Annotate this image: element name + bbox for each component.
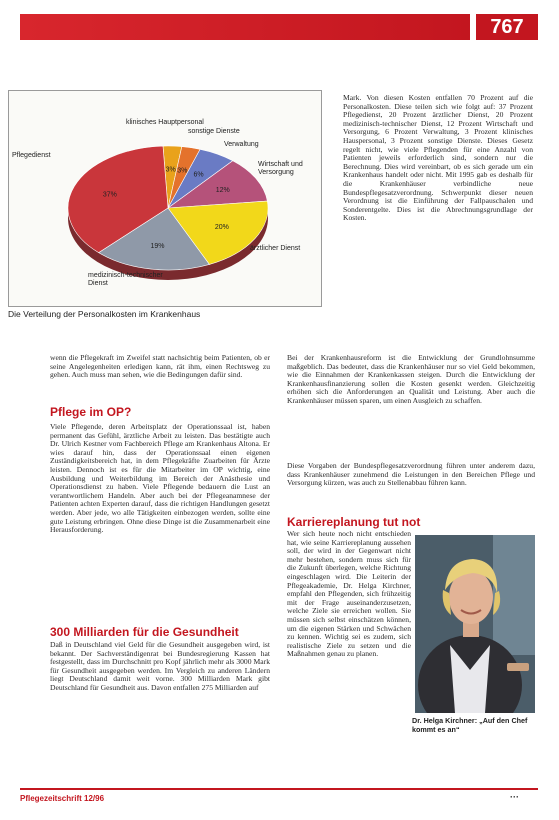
- article-text-right-mid: Bei der Krankenhausreform ist die Entwicklung der Grundlohnsumme maßgeblich. Das bedeutet, dass die Krankenhäuser nur so viel Geld bekommen, wie die Einnahmen der Krankenkassen steigen. Durch die Entwicklung der Krankenhausfinanzierung sollen die Kosten gesenkt werden. Gleichzeitig erhöhen sich die Anforderungen an Qualität und Leistung. Aber auch die Krankenhäuser müssen sparen, um einen Ausgleich zu schaffen.: [287, 353, 535, 405]
- article-text-left-mid: Viele Pflegende, deren Arbeitsplatz der Operationssaal ist, haben permanent das Gefühl, ärztliche Arbeit zu leisten. Das bestätigte auch Dr. Ulrich Kestner vom Fachbereich Pflege am Krankenhaus Altona. Er wies darauf hin, dass der Operationssaal einen eigenen Zuständigkeitsbereich hat, in dem Pflegekräfte Zuarbeiten für Ärzte leisten. Dennoch ist es für die Mitarbeiter im OP wichtig, eine Ausbildung und Weiterbildung im Bereich der Anästhesie und Operationsdienst zu haben. Viele Pflegende bedauern die Lust an verantwortlichem Handeln. Aber auch bei der Pflegeanamnese der Patienten achten Experten darauf, dass die richtigen Handlungen gesetzt werden. Aber jede, wo alle Tätigkeiten einbezogen werden, sollte eine gute Leistung erbringen. Ohne diese Dinge ist die Zusammenarbeit eine Herausforderung.: [50, 422, 270, 535]
- article-text-top-right: Mark. Von diesen Kosten entfallen 70 Prozent auf die Personalkosten. Diese teilen sich wie folgt auf: 37 Prozent Pflegedienst, 20 Prozent ärztlicher Dienst, 20 Prozent medizinisch-technischer Dienst, 12 Prozent Wirtschaft und Versorgung, 6 Prozent Verwaltung, 3 Prozent klinisches Hauspersonal, 3 Prozent sonstige Dienste. Dieses Gesetz regelt nicht, wie viele Pflegenden für eine Anzahl von Patienten jeweils erforderlich sind, sondern nur die Berechnung. Dies wird vereinbart, ob es sich gerade um ein Krankenhaus handelt oder nicht. Mit 1995 gab es deshalb für die Krankenhäuser verbindliche neue Bundespflegesatzverordnung. Schwerpunkt dieser neuen Verordnung ist die Einführung der Fallpauschalen und Sonderentgelte. Dies ist die Abrechnungsgrundlage der Kosten.: [343, 93, 533, 223]
- portrait-photo: [415, 535, 535, 713]
- pie-label-aerztlicher_dienst: ärztlicher Dienst: [250, 245, 301, 252]
- pie-pct-medtech: 19%: [150, 242, 165, 250]
- heading-pflege-im-op: Pflege im OP?: [50, 405, 132, 419]
- pie-chart: [8, 90, 320, 305]
- pie-pct-pflegedienst: 37%: [102, 191, 117, 199]
- heading-300-milliarden: 300 Milliarden für die Gesundheit: [50, 625, 239, 639]
- pie-pct-klinisch: 3%: [165, 166, 176, 174]
- header-bar: [20, 14, 470, 40]
- article-text-left-bottom: Daß in Deutschland viel Geld für die Gesundheit ausgegeben wird, ist bekannt. Der Sachverständigenrat bei Bundesregierung Kassen hat festgestellt, dass im Durchschnitt pro Kopf jährlich mehr als 3000 Mark für Gesundheit ausgegeben werden. Im Vergleich zu anderen Ländern liegt Deutschland damit weit vorne. 300 Milliarden Mark gibt Deutschland für Gesundheit aus. Davon entfallen 275 Milliarden auf: [50, 640, 270, 692]
- page-number: 767: [476, 14, 538, 40]
- chart-caption: Die Verteilung der Personalkosten im Krankenhaus: [8, 309, 201, 319]
- pie-pct-wirtschaft: 12%: [215, 186, 230, 194]
- article-text-right-bottom: Wer sich heute noch nicht entschieden hat, wie seine Karriereplanung aussehen soll, der wird in der Gegenwart nicht mehr bestehen, sondern muss sich für die Zukunft überlegen, welche Richtung eingeschlagen wird. Die Leiterin der Pflegeakademie, Dr. Helga Kirchner, empfahl den Pflegenden, sich frühzeitig mit der Frage auseinanderzusetzen, welche Ziele sie erreichen wollen. Sie müssen sich selbst einschätzen können, um die eigenen Stärken und Schwächen zu kennen. Wichtig sei es zudem, sich realistische Ziele zu setzen und die Maßnahmen genau zu planen.: [287, 529, 411, 659]
- article-text-left-top: wenn die Pflegekraft im Zweifel statt nachsichtig beim Patienten, ob er seine Angelegenheiten erledigen kann, rät ihm, einen Rechtsweg zu gehen. Auch muss man sehen, wie die Bedingungen dafür sind.: [50, 353, 270, 380]
- pie-label-verwaltung: Verwaltung: [224, 141, 259, 148]
- pie-pct-verwaltung: 6%: [193, 171, 204, 179]
- pie-label-wirtschaft: Wirtschaft und Versorgung: [258, 161, 303, 176]
- pie-pct-aerztlicher: 20%: [214, 223, 229, 231]
- footer-rule: [20, 788, 538, 790]
- photo-caption: Dr. Helga Kirchner: „Auf den Chef kommt es an“: [412, 716, 528, 734]
- footer-mark: ···: [510, 792, 519, 802]
- article-text-right-mid2: Diese Vorgaben der Bundespflegesatzverordnung führen unter anderem dazu, dass Krankenhäuser zunehmend die Leistungen in den Bereichen Pflege und Versorgung kürzen, was auch zu Stellenabbau führen kann.: [287, 461, 535, 488]
- footer-journal: Pflegezeitschrift 12/96: [20, 794, 105, 803]
- heading-karriereplanung: Karriereplanung tut not: [287, 515, 421, 529]
- pie-pct-sonstige: 3%: [177, 167, 188, 175]
- pie-label-sonstige_dienste: sonstige Dienste: [188, 128, 240, 135]
- portrait-illustration: [415, 535, 535, 713]
- pie-label-medizinisch_technischer: medizinisch-technischer Dienst: [88, 272, 163, 287]
- pie-label-pflegedienst: Pflegedienst: [12, 152, 51, 159]
- pie-label-klinische_hauptpersonal: klinisches Hauptpersonal: [126, 119, 204, 126]
